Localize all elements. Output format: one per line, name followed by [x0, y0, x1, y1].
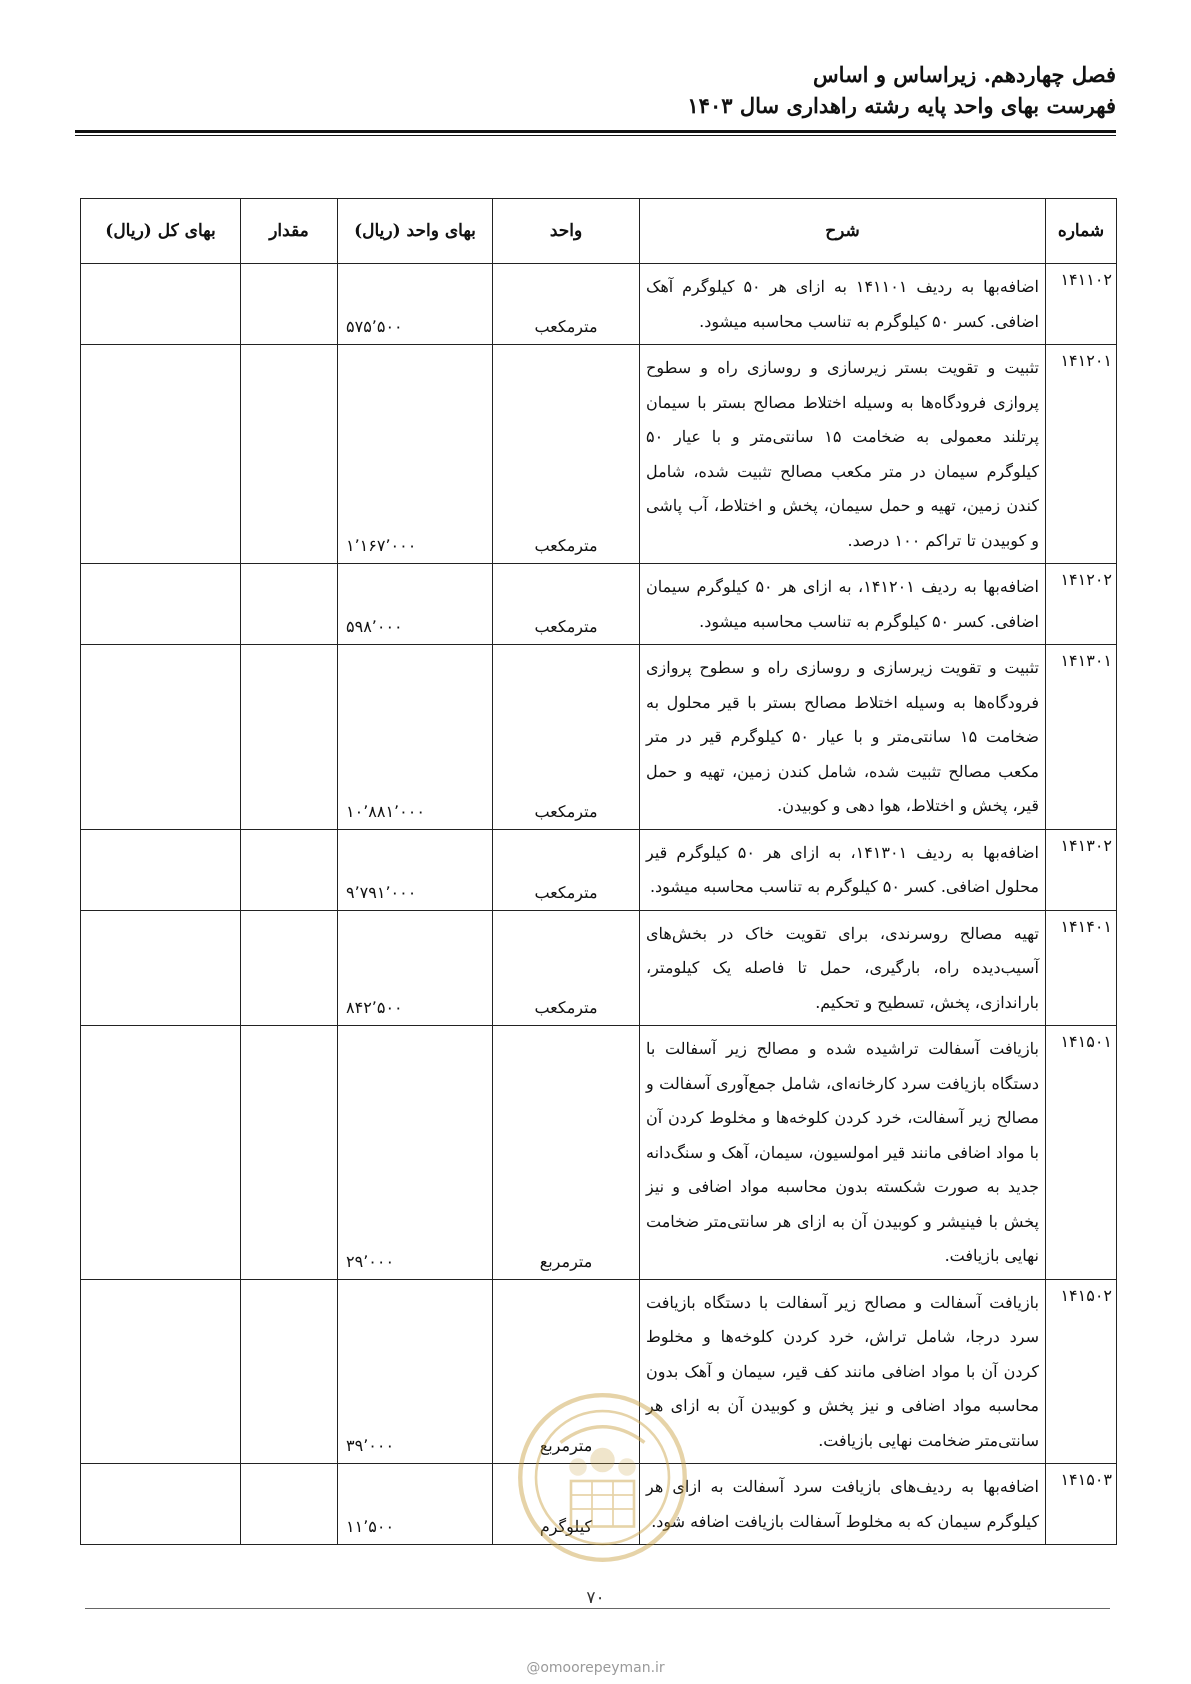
page-number: ۷۰: [586, 1588, 605, 1608]
header-unit: واحد: [493, 199, 640, 264]
row-unit-price: ۵۹۸٬۰۰۰: [338, 564, 493, 645]
row-number: ۱۴۱۴۰۱: [1046, 910, 1117, 1026]
row-unit: مترمربع: [493, 1026, 640, 1280]
table-row: [81, 1026, 1117, 1280]
footer-rule: [85, 1608, 1110, 1609]
row-unit: مترمکعب: [493, 345, 640, 564]
header-rule-thin: [75, 135, 1116, 136]
header-quantity: مقدار: [241, 199, 338, 264]
row-unit: مترمربع: [493, 1279, 640, 1464]
row-unit: مترمکعب: [493, 910, 640, 1026]
row-unit-price: ۲۹٬۰۰۰: [338, 1026, 493, 1280]
row-unit-price: ۵۷۵٬۵۰۰: [338, 264, 493, 345]
page-header: [687, 60, 1116, 122]
row-number: ۱۴۱۲۰۱: [1046, 345, 1117, 564]
row-unit: کیلوگرم: [493, 1464, 640, 1545]
row-description: اضافه‌بها به ردیف ۱۴۱۲۰۱، به ازای هر ۵۰ کیلوگرم سیمان اضافی. کسر ۵۰ کیلوگرم به تناسب محاسبه میشود.: [640, 564, 1046, 645]
row-unit: مترمکعب: [493, 264, 640, 345]
row-total: [81, 264, 241, 345]
row-unit: مترمکعب: [493, 829, 640, 910]
row-number: ۱۴۱۳۰۱: [1046, 645, 1117, 830]
row-number: ۱۴۱۱۰۲: [1046, 264, 1117, 345]
row-total: [81, 1026, 241, 1280]
row-total: [81, 1279, 241, 1464]
row-description: اضافه‌بها به ردیف‌های بازیافت سرد آسفالت به ازای هر کیلوگرم سیمان که به مخلوط آسفالت بازیافت اضافه شود.: [640, 1464, 1046, 1545]
row-quantity: [241, 1279, 338, 1464]
row-description: اضافه‌بها به ردیف ۱۴۱۱۰۱ به ازای هر ۵۰ کیلوگرم آهک اضافی. کسر ۵۰ کیلوگرم به تناسب محاسبه میشود.: [640, 264, 1046, 345]
table-row: [81, 645, 1117, 830]
header-number: شماره: [1046, 199, 1117, 264]
row-quantity: [241, 910, 338, 1026]
row-quantity: [241, 345, 338, 564]
row-description: اضافه‌بها به ردیف ۱۴۱۳۰۱، به ازای هر ۵۰ کیلوگرم قیر محلول اضافی. کسر ۵۰ کیلوگرم به تناسب محاسبه میشود.: [640, 829, 1046, 910]
chapter-title: فصل چهاردهم. زیراساس و اساس: [813, 62, 1116, 87]
row-description: بازیافت آسفالت و مصالح زیر آسفالت با دستگاه بازیافت سرد درجا، شامل تراش، خرد کردن کلوخه‌ها و مخلوط کردن آن با مواد اضافی مانند کف قیر، سیمان و آهک بدون محاسبه مواد اضافی و نیز پخش و کوبیدن آن به ازای هر سانتی‌متر ضخامت نهایی بازیافت.: [640, 1279, 1046, 1464]
row-description: تثبیت و تقویت بستر زیرسازی و روسازی راه و سطوح پروازی فرودگاه‌ها به وسیله اختلاط مصالح بستر با سیمان پرتلند معمولی به ضخامت ۱۵ سانتی‌متر و با عیار ۵۰ کیلوگرم سیمان در متر مکعب مصالح تثبیت شده، شامل کندن زمین، تهیه و حمل سیمان، پخش و اختلاط، آب پاشی و کوبیدن تا تراکم ۱۰۰ درصد.: [640, 345, 1046, 564]
row-quantity: [241, 1026, 338, 1280]
row-unit-price: ۱۰٬۸۸۱٬۰۰۰: [338, 645, 493, 830]
row-total: [81, 910, 241, 1026]
row-description: بازیافت آسفالت تراشیده شده و مصالح زیر آسفالت با دستگاه بازیافت سرد کارخانه‌ای، شامل جمع‌آوری آسفالت و مصالح زیر آسفالت، خرد کردن کلوخه‌ها و مخلوط کردن آن با مواد اضافی مانند قیر امولسیون، سیمان، آهک و سنگ‌دانه جدید به صورت شکسته بدون محاسبه مواد اضافی و نیز پخش با فینیشر و کوبیدن آن به ازای هر سانتی‌متر ضخامت نهایی بازیافت.: [640, 1026, 1046, 1280]
table-row: [81, 345, 1117, 564]
price-table: [80, 198, 1117, 1545]
table-row: [81, 829, 1117, 910]
header-total-price: بهای کل (ریال): [81, 199, 241, 264]
row-number: ۱۴۱۲۰۲: [1046, 564, 1117, 645]
row-quantity: [241, 264, 338, 345]
row-unit-price: ۹٬۷۹۱٬۰۰۰: [338, 829, 493, 910]
row-unit-price: ۱۱٬۵۰۰: [338, 1464, 493, 1545]
row-total: [81, 1464, 241, 1545]
row-number: ۱۴۱۳۰۲: [1046, 829, 1117, 910]
table-row: [81, 910, 1117, 1026]
row-unit-price: ۱٬۱۶۷٬۰۰۰: [338, 345, 493, 564]
row-number: ۱۴۱۵۰۳: [1046, 1464, 1117, 1545]
header-description: شرح: [640, 199, 1046, 264]
row-total: [81, 345, 241, 564]
row-total: [81, 564, 241, 645]
row-number: ۱۴۱۵۰۱: [1046, 1026, 1117, 1280]
seal-watermark-icon: [515, 1390, 690, 1565]
table-row: [81, 264, 1117, 345]
row-total: [81, 829, 241, 910]
row-unit: مترمکعب: [493, 645, 640, 830]
row-total: [81, 645, 241, 830]
table-header-row: [81, 199, 1117, 264]
website-watermark: @omoorepeyman.ir: [526, 1660, 665, 1676]
row-quantity: [241, 829, 338, 910]
row-unit: مترمکعب: [493, 564, 640, 645]
header-unit-price: بهای واحد (ریال): [338, 199, 493, 264]
header-rule-thick: [75, 130, 1116, 133]
row-quantity: [241, 564, 338, 645]
price-list-title: فهرست بهای واحد پایه رشته راهداری سال ۱۴۰۳: [687, 93, 1116, 118]
row-description: تهیه مصالح روسرندی، برای تقویت خاک در بخش‌های آسیب‌دیده راه، بارگیری، حمل تا فاصله یک کیلومتر، باراندازی، پخش، تسطیح و تحکیم.: [640, 910, 1046, 1026]
row-number: ۱۴۱۵۰۲: [1046, 1279, 1117, 1464]
row-unit-price: ۳۹٬۰۰۰: [338, 1279, 493, 1464]
row-quantity: [241, 1464, 338, 1545]
row-unit-price: ۸۴۲٬۵۰۰: [338, 910, 493, 1026]
row-quantity: [241, 645, 338, 830]
table-row: [81, 564, 1117, 645]
row-description: تثبیت و تقویت زیرسازی و روسازی راه و سطوح پروازی فرودگاه‌ها به وسیله اختلاط مصالح بستر با قیر محلول به ضخامت ۱۵ سانتی‌متر و با عیار ۵۰ کیلوگرم قیر در متر مکعب مصالح تثبیت شده، شامل کندن زمین، تهیه و حمل قیر، پخش و اختلاط، هوا دهی و کوبیدن.: [640, 645, 1046, 830]
